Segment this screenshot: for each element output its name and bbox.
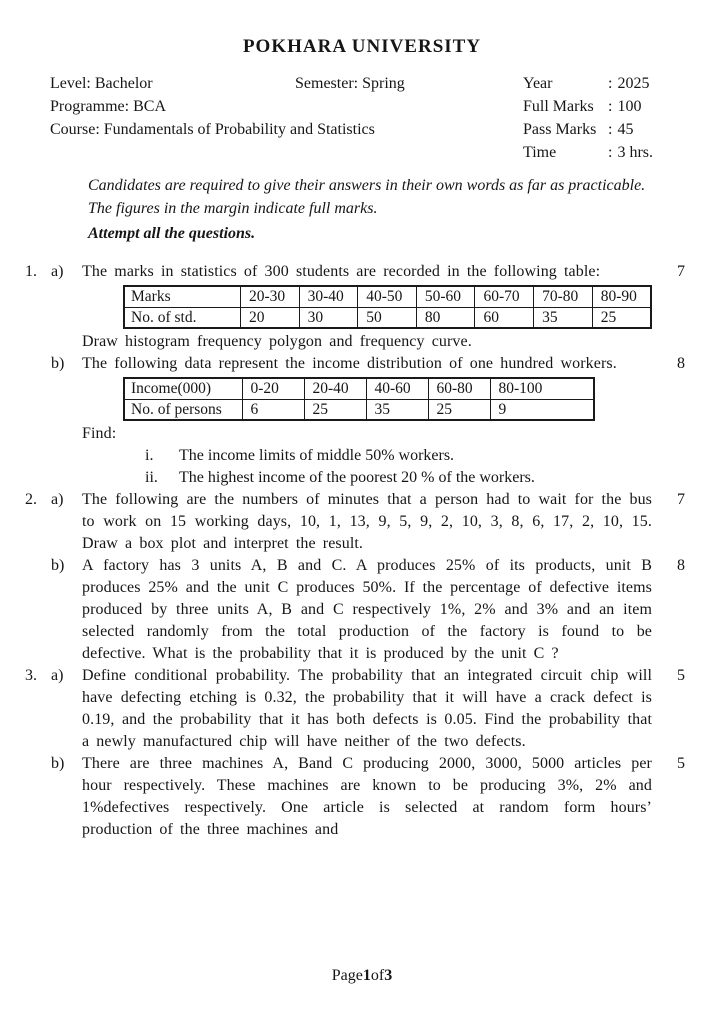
table-cell: 35 [534,307,593,328]
meta-label: Year [523,75,553,92]
header-middle-column [295,72,523,164]
question-number: 3. [25,667,37,684]
table-cell: 6 [242,399,304,420]
exam-header-info [0,72,724,164]
part-marks: 5 [677,755,685,772]
sub-item-i [145,445,652,467]
table-cell: Marks [124,286,240,307]
table-cell: 30 [299,307,358,328]
part-marks: 8 [677,355,685,372]
part-body [82,261,652,353]
table-row [124,399,594,420]
exam-programme: Programme: BCA [50,98,166,115]
meta-label: Full Marks [523,98,594,115]
table-cell: 20-30 [240,286,299,307]
meta-value: 3 hrs. [617,144,654,161]
question-number: 1. [25,263,37,280]
footer-total-pages: 3 [384,967,393,984]
part-letter: b) [51,355,65,372]
instruction-note-2: The figures in the margin indicate full marks. [88,200,378,217]
table-cell: Income(000) [124,378,242,399]
meta-row-pass-marks [523,118,697,141]
table-cell: 60-80 [428,378,490,399]
table-cell: 80 [416,307,475,328]
table-cell: 70-80 [534,286,593,307]
table-cell: 20-40 [304,378,366,399]
part-text: The following data represent the income distribution of one hundred workers. [82,355,617,372]
university-title: POKHARA UNIVERSITY [242,36,482,57]
question-number: 2. [25,491,37,508]
part-letter: a) [51,491,64,508]
footer-of-label: of [370,967,385,984]
footer-page-number: 1 [362,967,371,984]
meta-label: Time [523,144,557,161]
candidate-instructions [88,175,664,245]
question-1b [25,353,724,489]
table-cell: 40-50 [358,286,417,307]
table-cell: 40-60 [366,378,428,399]
table-row [124,378,594,399]
part-marks: 8 [677,557,685,574]
meta-colon: : [608,121,613,138]
part-text: The following are the numbers of minutes that a person had to wait for the bus to work on 15 working days, 10, 1, 13, 9, 5, 9, 2, 10, 3, 8, 6, 17, 2, 10, 15. Draw a box plot and interpret the result. [82,491,667,552]
part-marks: 7 [677,263,685,280]
page-footer [0,965,724,987]
table-cell: No. of std. [124,307,240,328]
table-cell: 30-40 [299,286,358,307]
sub-item-text: The highest income of the poorest 20 % of the workers. [179,469,535,486]
part-letter: a) [51,667,64,684]
part-letter: a) [51,263,64,280]
instruction-note-1: Candidates are required to give their answers in their own words as far as practicable. [88,177,646,194]
part-marks: 7 [677,491,685,508]
question-1a [25,261,724,353]
part-marks: 5 [677,667,685,684]
table-cell: 60 [475,307,534,328]
part-text: A factory has 3 units A, B and C. A produces 25% of its products, unit B produces 25% and the unit C produces 50%. If the percentage of defective items produced by three units A, B and C respectively 1%, 2% and 3% and an item selected randomly from the total production of the factory is found to be defective. What is the probability that it is produced by the unit C ? [82,557,660,662]
meta-row-time [523,141,697,164]
header-right-column [523,72,697,164]
footer-page-label: Page [331,967,363,984]
sub-item-text: The income limits of middle 50% workers. [179,447,455,464]
meta-row-full-marks [523,95,697,118]
table-cell: 25 [592,307,651,328]
part-body [82,665,660,753]
instruction-note-3: Attempt all the questions. [88,225,256,242]
part-letter: b) [51,755,65,772]
table-cell: 25 [304,399,366,420]
part-text: There are three machines A, Band C producing 2000, 3000, 5000 articles per hour respectively. These machines are known to be producing 3%, 2% and 1%defectives respectively. One article is selected at random form hours’ production of the three machines and [82,755,660,838]
meta-label: Pass Marks [523,121,597,138]
part-body [82,555,660,665]
meta-value: 100 [617,98,642,115]
marks-table [123,285,652,329]
part-body [82,489,667,555]
question-2b [25,555,724,665]
table-cell: 50 [358,307,417,328]
part-body [82,753,660,841]
table-cell: 60-70 [475,286,534,307]
exam-level: Level: Bachelor [50,75,153,92]
part-after-text: Draw histogram frequency polygon and frequency curve. [82,333,472,350]
part-text: The marks in statistics of 300 students are recorded in the following table: [82,263,601,280]
question-2a [25,489,724,555]
table-cell: 80-90 [592,286,651,307]
table-cell: 25 [428,399,490,420]
meta-colon: : [608,98,613,115]
meta-value: 45 [617,121,634,138]
exam-semester: Semester: Spring [295,75,405,92]
table-cell: 35 [366,399,428,420]
table-row [124,286,651,307]
meta-value: 2025 [617,75,650,92]
table-cell: No. of persons [124,399,242,420]
sub-item-numeral: i. [145,447,154,464]
table-cell: 50-60 [416,286,475,307]
exam-course: Course: Fundamentals of Probability and Statistics [50,121,375,138]
question-list [25,261,724,841]
part-letter: b) [51,557,65,574]
part-after-text: Find: [82,425,117,442]
question-3a [25,665,724,753]
table-cell: 9 [490,399,594,420]
part-body [82,353,652,489]
sub-item-numeral: ii. [145,469,158,486]
table-row [124,307,651,328]
meta-colon: : [608,144,613,161]
part-text: Define conditional probability. The probability that an integrated circuit chip will have defecting etching is 0.32, the probability that it will have a crack defect is 0.19, and the probability that it has both defects is 0.05. Find the probability that a newly manufactured chip will have neither of the two defects. [82,667,660,750]
sub-item-ii [145,467,652,489]
meta-row-year [523,72,697,95]
question-3b [25,753,724,841]
table-cell: 0-20 [242,378,304,399]
income-table [123,377,595,421]
table-cell: 20 [240,307,299,328]
meta-colon: : [608,75,613,92]
table-cell: 80-100 [490,378,594,399]
